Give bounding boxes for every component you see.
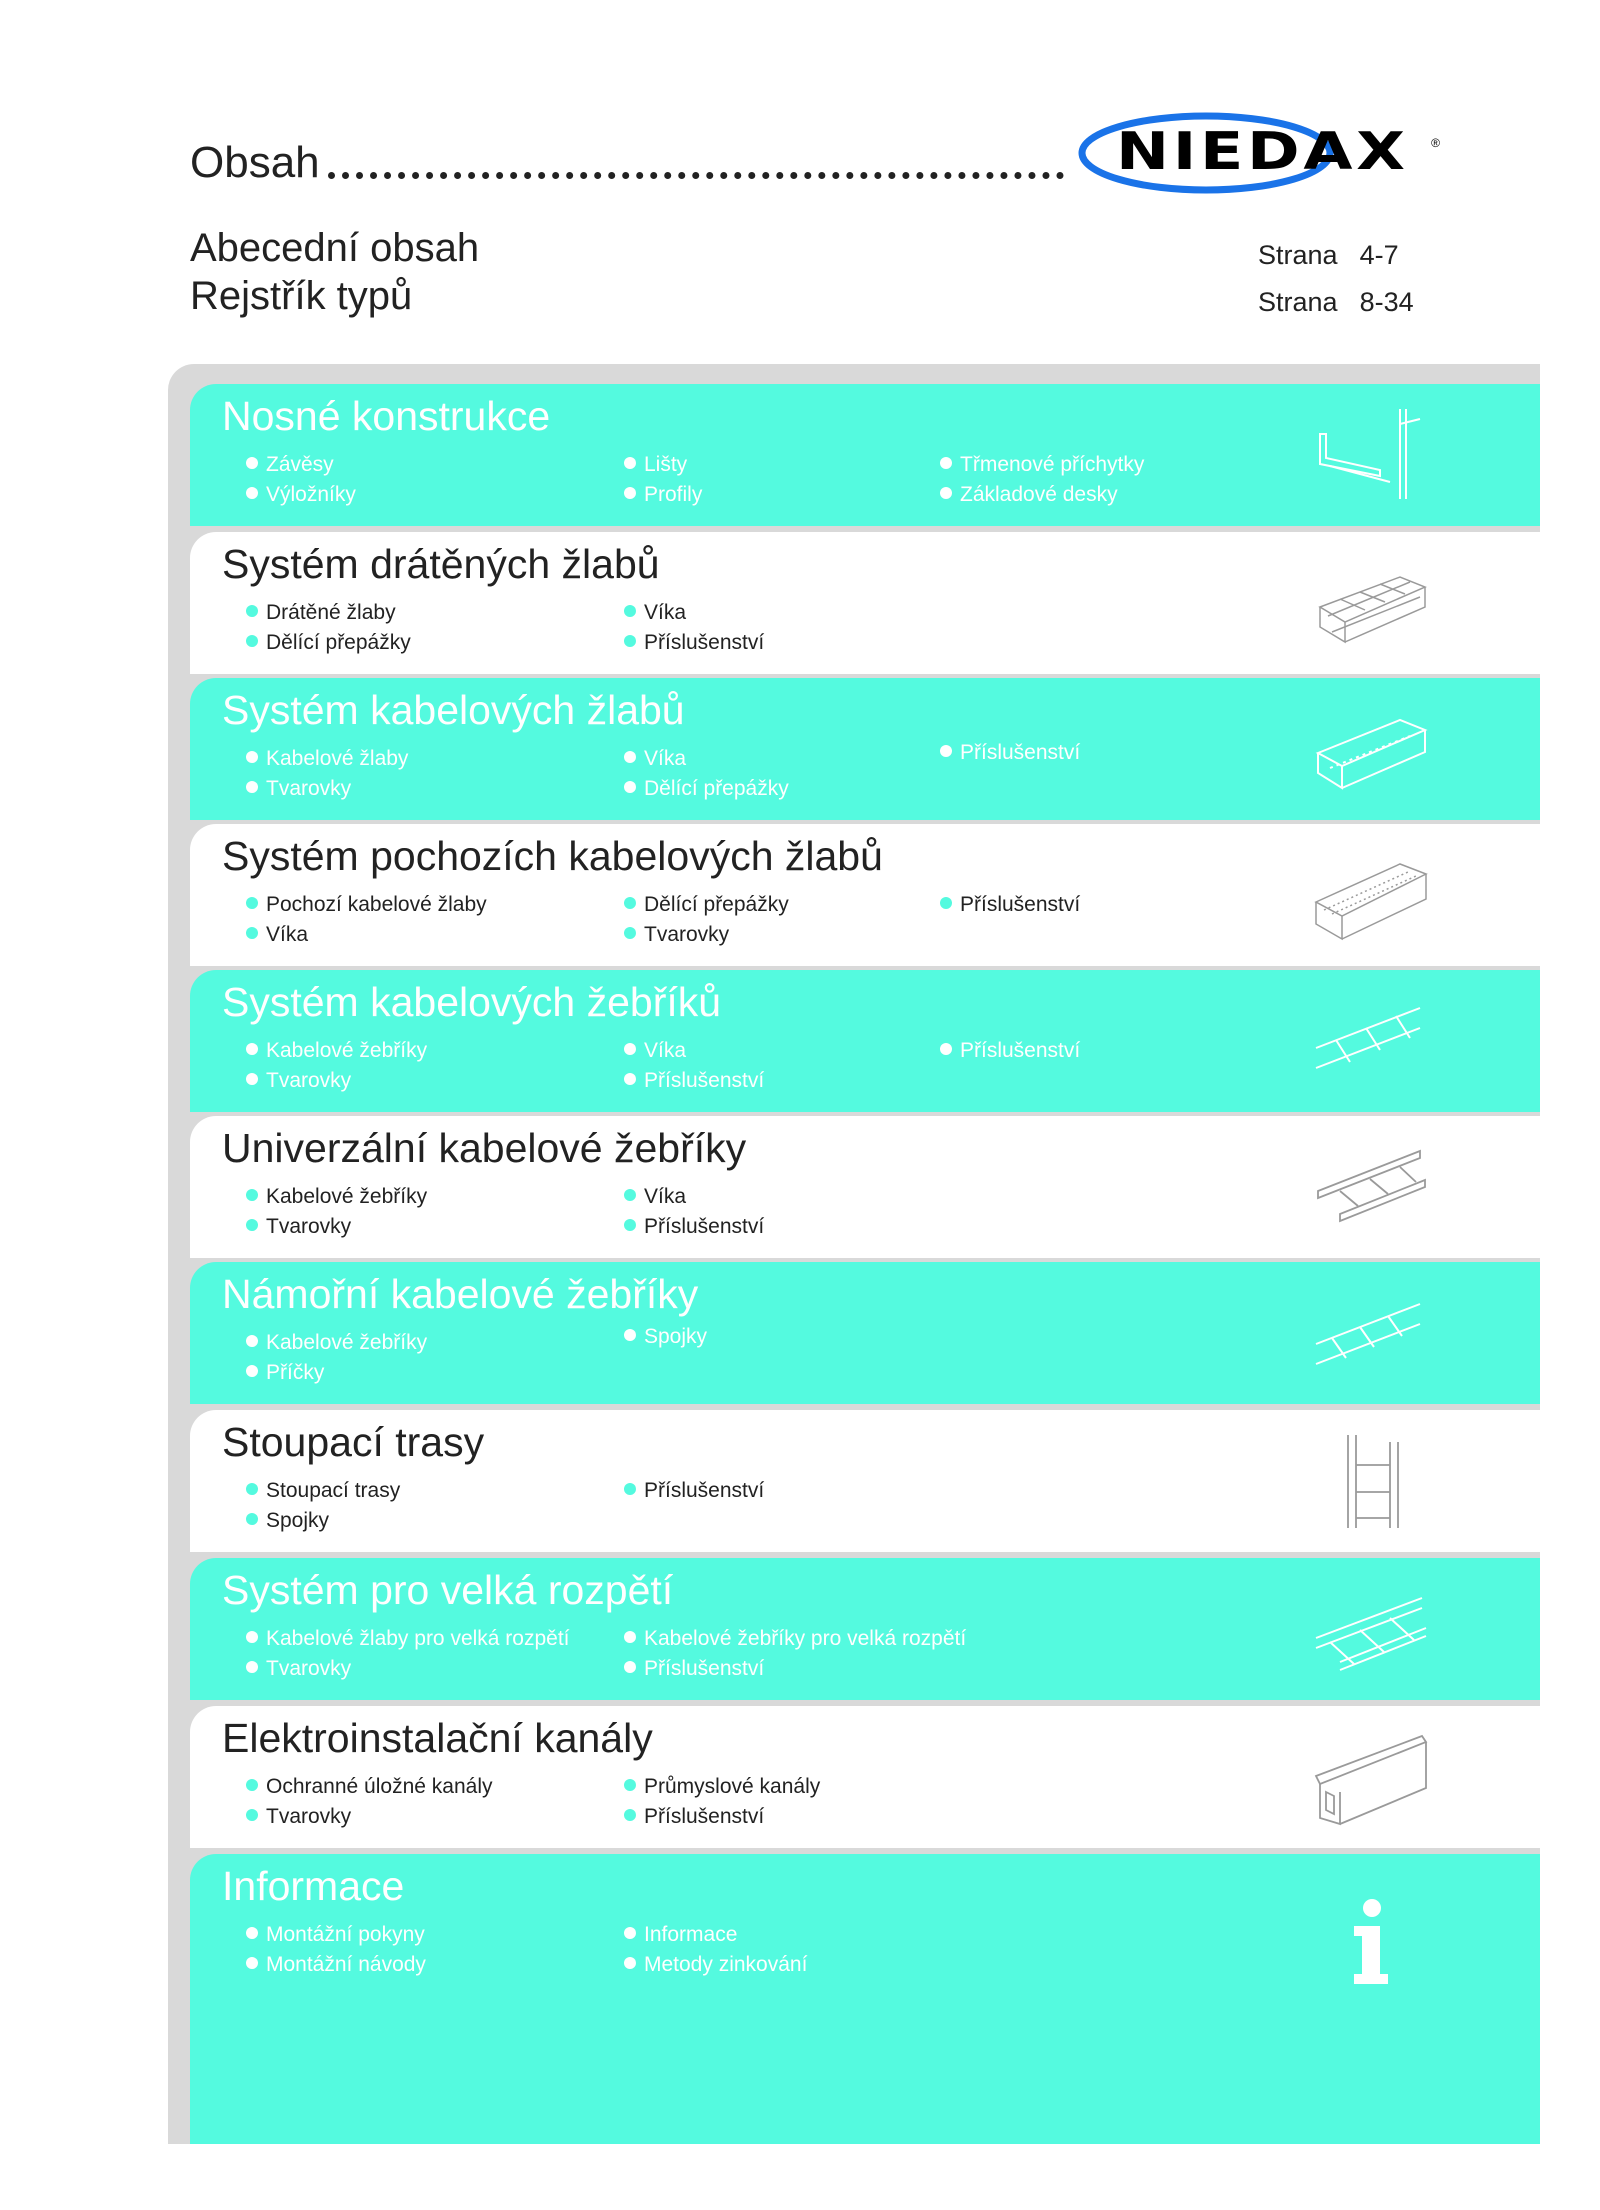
page-header [190,125,1070,185]
page-range: 4-7 [1359,240,1399,270]
list-item[interactable]: Tvarovky [246,1806,351,1827]
list-item[interactable]: Víka [246,924,308,945]
list-item[interactable]: Víka [624,748,686,769]
list-item[interactable]: Víka [624,1186,686,1207]
support-bracket-icon [1310,404,1430,504]
section-pochozi-zlaby[interactable] [190,824,1540,966]
list-item[interactable]: Kabelové žebříky [246,1332,427,1353]
list-item[interactable]: Příslušenství [624,1070,764,1091]
section-univerzalni-zebriky[interactable] [190,1116,1540,1258]
section-informace[interactable] [190,1854,1540,2144]
dotted-leader [328,172,1064,179]
section-title: Nosné konstrukce [222,393,551,439]
walkable-tray-icon [1310,844,1430,944]
list-item[interactable]: Montážní návody [246,1954,426,1975]
section-kabelove-zlaby[interactable] [190,678,1540,820]
toc-abecedni-obsah[interactable]: Abecední obsah [190,226,480,270]
section-title: Systém drátěných žlabů [222,541,660,587]
section-velka-rozpeti[interactable] [190,1558,1540,1700]
marine-ladder-icon [1310,1282,1430,1382]
section-stoupaci-trasy[interactable] [190,1410,1540,1552]
riser-icon [1310,1430,1430,1530]
list-item[interactable]: Tvarovky [246,1070,351,1091]
list-item[interactable]: Lišty [624,454,687,475]
list-item[interactable]: Dělící přepážky [624,778,789,799]
logo-text: NIEDAX [1116,122,1409,182]
section-title: Univerzální kabelové žebříky [222,1125,747,1171]
niedax-logo [1076,110,1442,196]
list-item[interactable]: Víka [624,602,686,623]
list-item[interactable]: Ochranné úložné kanály [246,1776,492,1797]
list-item[interactable]: Příčky [246,1362,324,1383]
universal-ladder-icon [1310,1136,1430,1236]
list-item[interactable]: Kabelové žebříky [246,1186,427,1207]
list-item[interactable]: Průmyslové kanály [624,1776,820,1797]
cable-ladder-icon [1310,990,1430,1090]
list-item[interactable]: Příslušenství [940,742,1080,763]
wire-tray-icon [1310,552,1430,652]
section-dratene-zlaby[interactable] [190,532,1540,674]
logo-registered-mark: ® [1431,136,1440,150]
toc-rejstrik-typu[interactable]: Rejstřík typů [190,274,413,318]
strana-label: Strana [1258,287,1338,317]
section-title: Elektroinstalační kanály [222,1715,653,1761]
list-item[interactable]: Tvarovky [624,924,729,945]
list-item[interactable]: Závěsy [246,454,334,475]
page-title: Obsah [190,138,320,187]
trunking-icon [1310,1726,1430,1826]
list-item[interactable]: Kabelové žlaby pro velká rozpětí [246,1628,570,1649]
list-item[interactable]: Spojky [624,1326,707,1347]
section-title: Systém pochozích kabelových žlabů [222,833,883,879]
info-icon [1310,1894,1430,1994]
section-title: Námořní kabelové žebříky [222,1271,699,1317]
long-span-icon [1310,1578,1430,1678]
list-item[interactable]: Výložníky [246,484,356,505]
list-item[interactable]: Montážní pokyny [246,1924,425,1945]
list-item[interactable]: Víka [624,1040,686,1061]
list-item[interactable]: Informace [624,1924,737,1945]
section-title: Stoupací trasy [222,1419,485,1465]
list-item[interactable]: Pochozí kabelové žlaby [246,894,487,915]
list-item[interactable]: Příslušenství [940,894,1080,915]
toc-page-ref [1258,240,1399,271]
toc-page-ref [1258,287,1414,318]
list-item[interactable]: Základové desky [940,484,1118,505]
list-item[interactable]: Příslušenství [624,632,764,653]
list-item[interactable]: Třmenové příchytky [940,454,1144,475]
page-range: 8-34 [1359,287,1414,317]
list-item[interactable]: Příslušenství [940,1040,1080,1061]
list-item[interactable]: Profily [624,484,702,505]
section-title: Systém kabelových žebříků [222,979,722,1025]
list-item[interactable]: Dělící přepážky [246,632,411,653]
list-item[interactable]: Příslušenství [624,1480,764,1501]
list-item[interactable]: Kabelové žebříky pro velká rozpětí [624,1628,966,1649]
cable-tray-icon [1310,698,1430,798]
list-item[interactable]: Kabelové žebříky [246,1040,427,1061]
list-item[interactable]: Tvarovky [246,778,351,799]
section-nosne-konstrukce[interactable] [190,384,1540,526]
list-item[interactable]: Drátěné žlaby [246,602,396,623]
list-item[interactable]: Příslušenství [624,1658,764,1679]
section-title: Systém pro velká rozpětí [222,1567,674,1613]
list-item[interactable]: Příslušenství [624,1216,764,1237]
list-item[interactable]: Stoupací trasy [246,1480,400,1501]
section-title: Systém kabelových žlabů [222,687,685,733]
list-item[interactable]: Tvarovky [246,1216,351,1237]
list-item[interactable]: Metody zinkování [624,1954,807,1975]
list-item[interactable]: Dělící přepážky [624,894,789,915]
list-item[interactable]: Kabelové žlaby [246,748,408,769]
section-kabelove-zebriky[interactable] [190,970,1540,1112]
strana-label: Strana [1258,240,1338,270]
section-title: Informace [222,1863,405,1909]
list-item[interactable]: Příslušenství [624,1806,764,1827]
section-namorni-zebriky[interactable] [190,1262,1540,1404]
list-item[interactable]: Spojky [246,1510,329,1531]
list-item[interactable]: Tvarovky [246,1658,351,1679]
section-elektroinstalacni-kanaly[interactable] [190,1706,1540,1848]
